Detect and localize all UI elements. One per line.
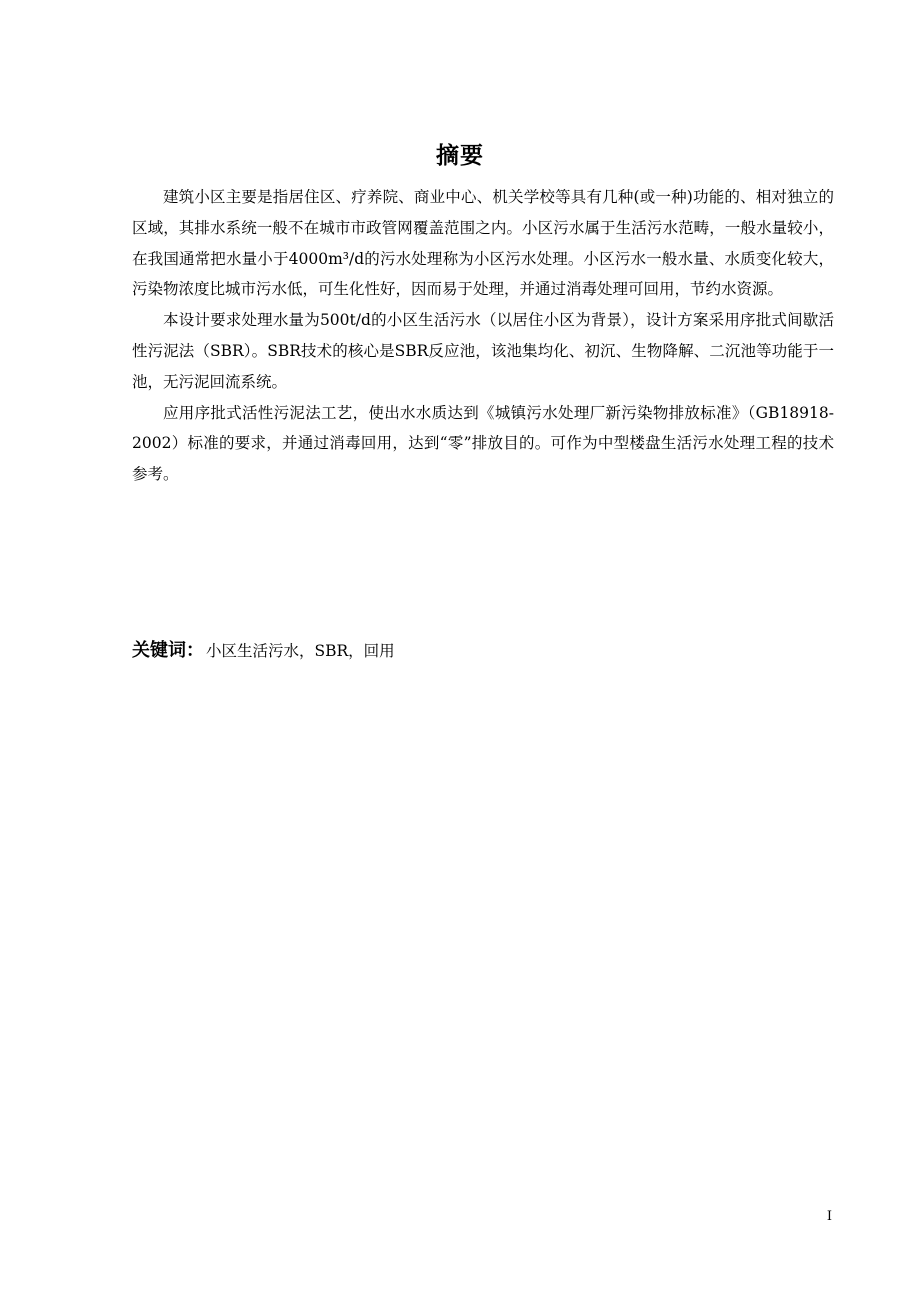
abstract-paragraph-1: 建筑小区主要是指居住区、疗养院、商业中心、机关学校等具有几种(或一种)功能的、相对独立的区域，其排水系统一般不在城市市政管网覆盖范围之内。小区污水属于生活污水范畴，一般水量较小，在我国通常把水量小于4000m³/d的污水处理称为小区污水处理。小区污水一般水量、水质变化较大，污染物浓度比城市污水低，可生化性好，因而易于处理，并通过消毒处理可回用，节约水资源。	[132, 188, 834, 299]
abstract-paragraph-2: 本设计要求处理水量为500t/d的小区生活污水（以居住小区为背景），设计方案采用序批式间歇活性污泥法（SBR）。SBR技术的核心是SBR反应池，该池集均化、初沉、生物降解、二沉池等功能于一池，无污泥回流系统。	[132, 311, 834, 391]
keywords-label: 关键词：	[132, 640, 204, 661]
abstract-body	[132, 182, 834, 490]
page-number: I	[826, 1209, 832, 1224]
abstract-paragraph-3: 应用序批式活性污泥法工艺，使出水水质达到《城镇污水处理厂新污染物排放标准》（GB18918-2002）标准的要求，并通过消毒回用，达到“零”排放目的。可作为中型楼盘生活污水处理工程的技术参考。	[132, 403, 834, 484]
keywords-values: 小区生活污水，SBR，回用	[206, 642, 395, 660]
keywords-line	[132, 636, 834, 666]
page-title: 摘要	[436, 143, 484, 169]
